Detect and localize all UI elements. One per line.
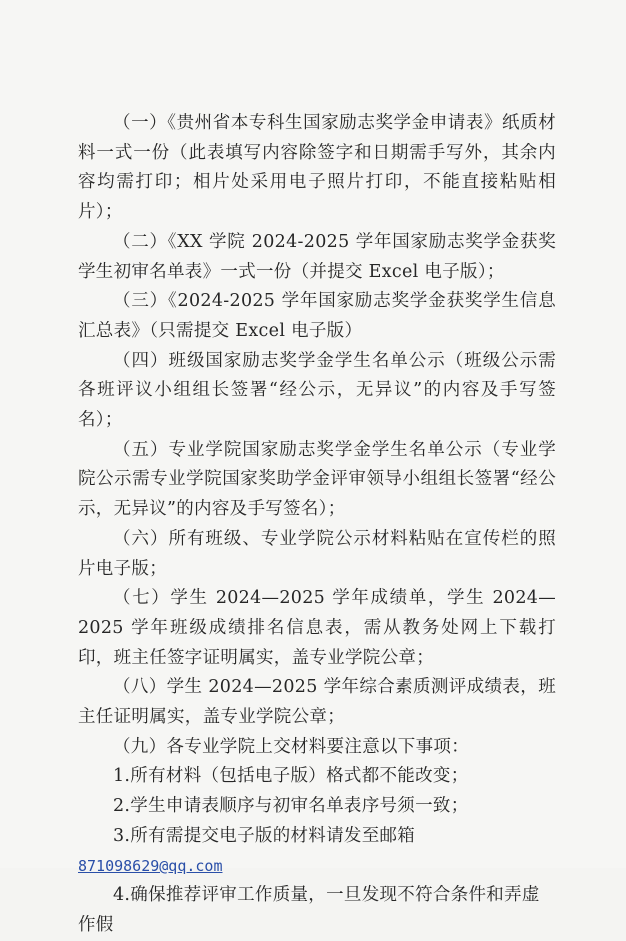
paragraph-2: （二）《XX 学院 2024-2025 学年国家励志奖学金获奖学生初审名单表》一式一份（并提交 Excel 电子版）； bbox=[78, 231, 556, 282]
paragraph-4: （四）班级国家励志奖学金学生名单公示（班级公示需各班评议小组组长签署“经公示，无异议”的内容及手写签名）； bbox=[78, 350, 556, 431]
email-link[interactable]: 871098629@qq.com bbox=[78, 856, 223, 875]
paragraph-6: （六）所有班级、专业学院公示材料粘贴在宣传栏的照片电子版； bbox=[78, 528, 556, 579]
paragraph-5: （五）专业学院国家励志奖学金学生名单公示（专业学院公示需专业学院国家奖助学金评审领导小组组长签署“经公示，无异议”的内容及手写签名）； bbox=[78, 439, 556, 520]
note-item-3-text: 3.所有需提交电子版的材料请发至邮箱 bbox=[113, 825, 416, 846]
document-body bbox=[78, 109, 556, 941]
note-item-3 bbox=[78, 822, 556, 881]
paragraph-1: （一）《贵州省本专科生国家励志奖学金申请表》纸质材料一式一份（此表填写内容除签字和日期需手写外，其余内容均需打印；相片处采用电子照片打印，不能直接粘贴相片）； bbox=[78, 113, 556, 223]
paragraph-8: （八）学生 2024—2025 学年综合素质测评成绩表，班主任证明属实，盖专业学院公章； bbox=[78, 677, 556, 728]
note-item-4: 4.确保推荐评审工作质量，一旦发现不符合条件和弄虚作假 bbox=[78, 885, 540, 935]
note-item-2: 2.学生申请表顺序与初审名单表序号须一致； bbox=[113, 796, 469, 817]
paragraph-9: （九）各专业学院上交材料要注意以下事项： bbox=[113, 736, 469, 757]
paragraph-7: （七）学生 2024—2025 学年成绩单，学生 2024—2025 学年班级成绩排名信息表，需从教务处网上下载打印，班主任签字证明属实，盖专业学院公章； bbox=[78, 588, 556, 668]
paragraph-3: （三）《2024-2025 学年国家励志奖学金获奖学生信息汇总表》（只需提交 Excel 电子版） bbox=[78, 291, 556, 341]
note-item-1: 1.所有材料（包括电子版）格式都不能改变； bbox=[113, 766, 469, 787]
